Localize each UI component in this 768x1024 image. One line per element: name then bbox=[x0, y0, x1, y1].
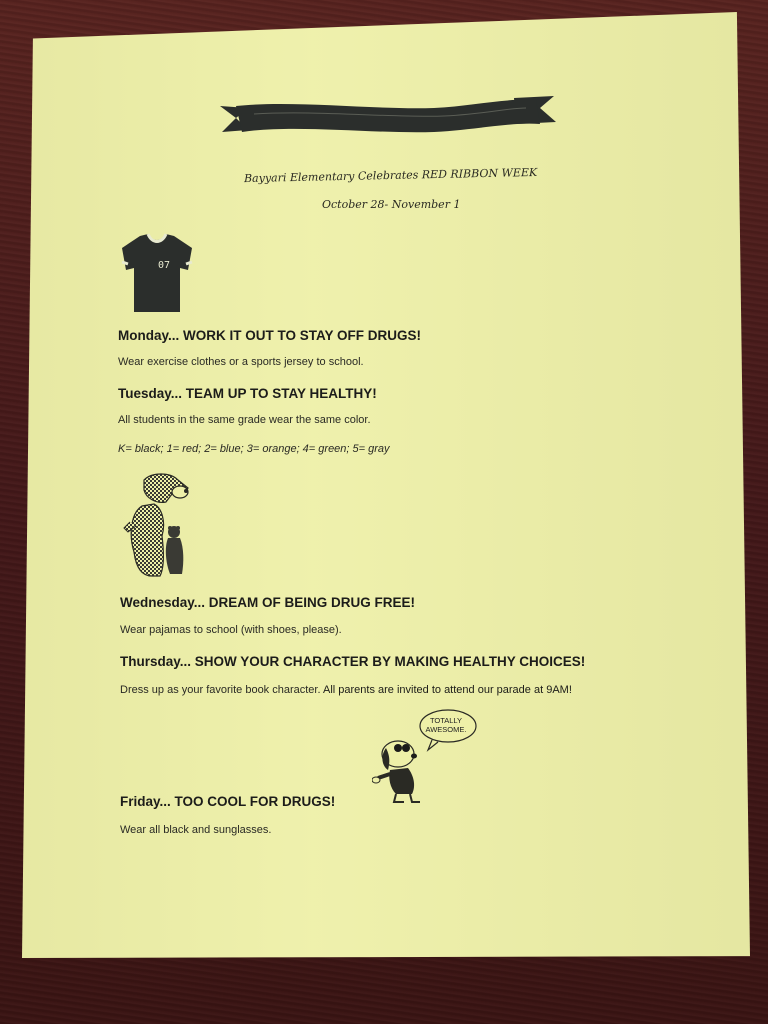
wednesday-description: Wear pajamas to school (with shoes, please). bbox=[120, 624, 342, 636]
speech-bubble-line1: TOTALLY bbox=[429, 716, 463, 725]
monday-heading: Monday... WORK IT OUT TO STAY OFF DRUGS! bbox=[118, 328, 422, 343]
jersey-number: 07 bbox=[158, 260, 171, 271]
jersey-icon bbox=[118, 232, 196, 316]
flyer-title: Bayyari Elementary Celebrates RED RIBBON WEEK bbox=[243, 165, 538, 186]
friday-heading: Friday... TOO COOL FOR DRUGS! bbox=[120, 794, 336, 809]
thursday-heading: Thursday... SHOW YOUR CHARACTER BY MAKING HEALTHY CHOICES! bbox=[120, 654, 586, 669]
tuesday-grade-colors: K= black; 1= red; 2= blue; 3= orange; 4= green; 5= gray bbox=[118, 443, 390, 455]
tuesday-description: All students in the same grade wear the same color. bbox=[118, 414, 371, 426]
thursday-costume-text: Dress up as your favorite book character. bbox=[120, 684, 321, 696]
wednesday-heading: Wednesday... DREAM OF BEING DRUG FREE! bbox=[120, 595, 416, 610]
thursday-parade-text: All parents are invited to attend our parade at 9AM! bbox=[323, 684, 572, 696]
ribbon-banner-icon bbox=[214, 92, 560, 140]
friday-description: Wear all black and sunglasses. bbox=[120, 824, 272, 836]
event-dates: October 28- November 1 bbox=[322, 198, 461, 211]
speech-bubble-line2: AWESOME. bbox=[425, 725, 467, 734]
pajama-dog-icon bbox=[122, 472, 200, 580]
tuesday-heading: Tuesday... TEAM UP TO STAY HEALTHY! bbox=[118, 386, 377, 401]
monday-description: Wear exercise clothes or a sports jersey to school. bbox=[118, 356, 364, 368]
speech-bubble-text bbox=[420, 716, 472, 734]
thursday-description bbox=[120, 684, 572, 696]
